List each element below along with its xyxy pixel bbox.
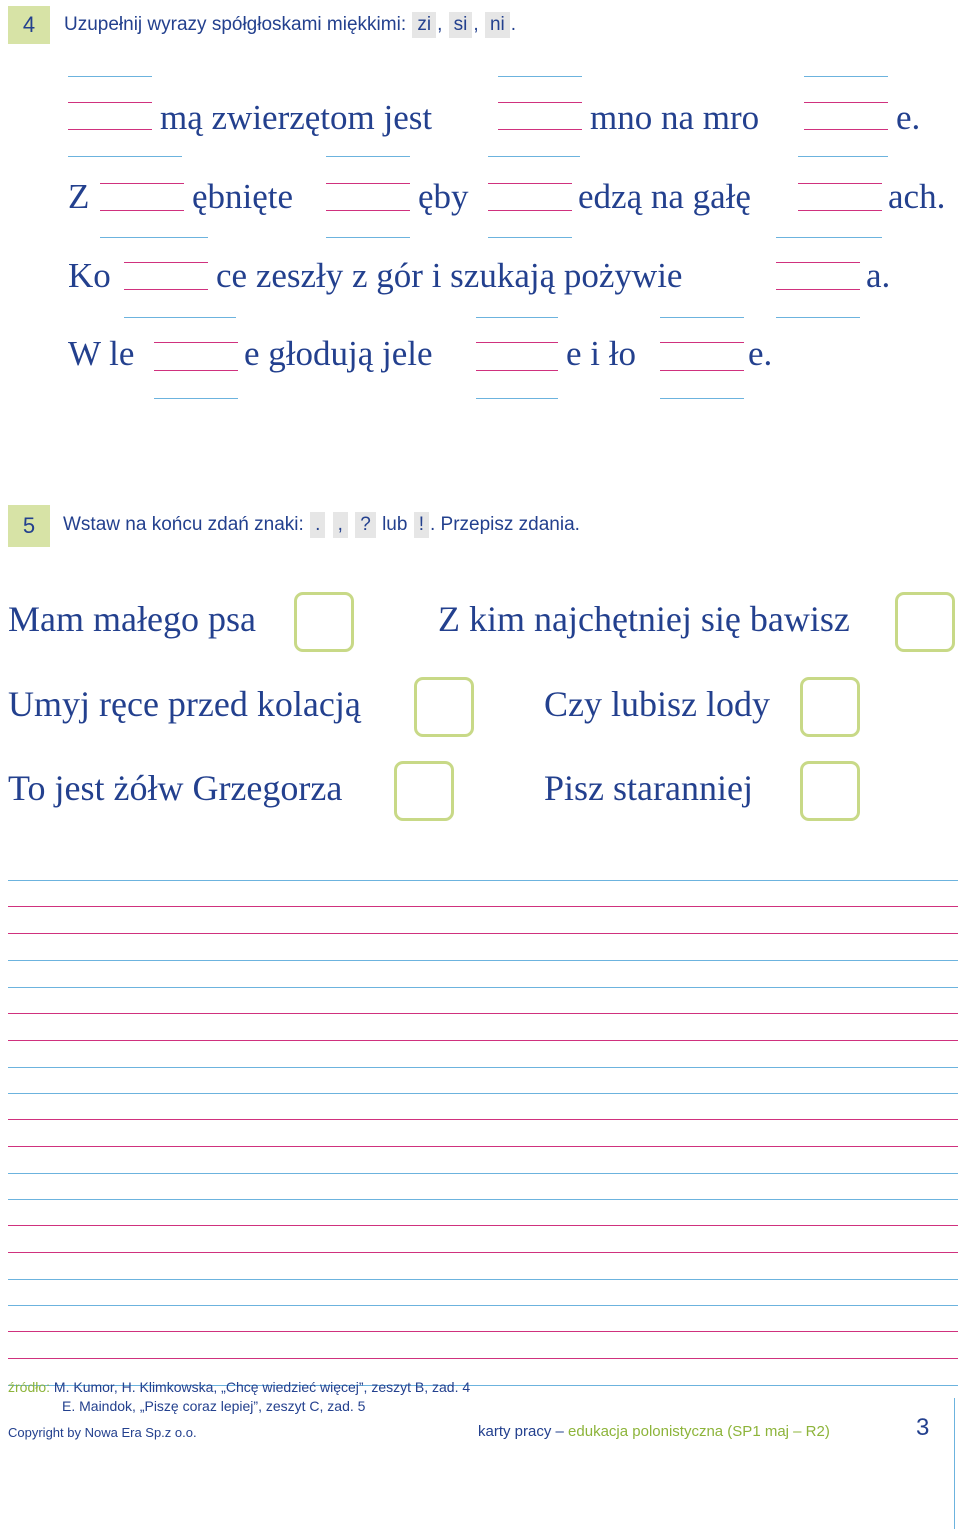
blank-line-bottom bbox=[476, 398, 558, 399]
task-4-number: 4 bbox=[8, 6, 50, 44]
sentence-5: To jest żółw Grzegorza bbox=[8, 768, 343, 808]
answer-box-6[interactable] bbox=[800, 761, 860, 821]
page-number: 3 bbox=[916, 1414, 930, 1441]
source-line-1 bbox=[8, 1379, 470, 1395]
option-chip-si: si bbox=[449, 12, 473, 38]
task-5-number: 5 bbox=[8, 505, 50, 547]
page-edge-line bbox=[954, 1398, 955, 1529]
separator: , bbox=[437, 14, 443, 35]
lub-text: lub bbox=[382, 514, 408, 535]
blank-line-base[interactable] bbox=[326, 210, 410, 211]
blank-line-top bbox=[476, 317, 558, 318]
blank-line-top bbox=[498, 76, 582, 77]
blank-line-base[interactable] bbox=[476, 370, 558, 371]
writing-line bbox=[8, 1252, 958, 1253]
word-fragment: ach. bbox=[888, 177, 946, 216]
blank-line-top bbox=[804, 76, 888, 77]
blank-line-bottom bbox=[488, 237, 572, 238]
option-chip-ni: ni bbox=[485, 12, 510, 38]
mark-chip-exclamation: ! bbox=[414, 512, 429, 538]
answer-box-4[interactable] bbox=[800, 677, 860, 737]
writing-line bbox=[8, 1013, 958, 1014]
blank-line-bottom bbox=[776, 237, 882, 238]
blank-line-middle bbox=[776, 262, 860, 263]
writing-line bbox=[8, 880, 958, 881]
blank-line-base[interactable] bbox=[488, 210, 572, 211]
blank-line-base[interactable] bbox=[798, 210, 882, 211]
copyright: Copyright by Nowa Era Sp.z o.o. bbox=[8, 1425, 197, 1440]
blank-line-top bbox=[660, 317, 744, 318]
blank-line-middle bbox=[488, 183, 572, 184]
task-4-instruction bbox=[64, 12, 516, 38]
word-fragment: ębnięte bbox=[192, 177, 294, 216]
sentence-1: Mam małego psa bbox=[8, 599, 256, 639]
writing-line bbox=[8, 1067, 958, 1068]
series-label: karty pracy – bbox=[478, 1423, 564, 1440]
blank-line-middle bbox=[124, 262, 208, 263]
blank-line-middle bbox=[804, 102, 888, 103]
blank-line-base[interactable] bbox=[660, 370, 744, 371]
separator: , bbox=[473, 14, 479, 35]
source-label: źródło: bbox=[8, 1379, 51, 1395]
word-fragment: ęby bbox=[418, 177, 469, 216]
writing-line bbox=[8, 960, 958, 961]
writing-line bbox=[8, 1279, 958, 1280]
blank-line-middle bbox=[476, 342, 558, 343]
task-5-instruction bbox=[63, 512, 580, 538]
blank-line-top bbox=[326, 156, 410, 157]
blank-line-middle bbox=[660, 342, 744, 343]
sentence-4: Czy lubisz lody bbox=[544, 684, 770, 724]
series-title bbox=[478, 1423, 830, 1440]
word-fragment: edzą na gałę bbox=[578, 177, 751, 216]
word-fragment: mą zwierzętom jest bbox=[160, 98, 433, 137]
answer-box-2[interactable] bbox=[895, 592, 955, 652]
blank-line-bottom bbox=[776, 317, 860, 318]
blank-line-base[interactable] bbox=[68, 129, 152, 130]
writing-line bbox=[8, 1358, 958, 1359]
option-chip-zi: zi bbox=[412, 12, 436, 38]
sentence-6: Pisz staranniej bbox=[544, 768, 753, 808]
word-fragment: e i ło bbox=[566, 334, 636, 373]
separator: . bbox=[510, 14, 517, 35]
blank-line-top bbox=[68, 76, 152, 77]
writing-line bbox=[8, 1146, 958, 1147]
blank-line-base[interactable] bbox=[498, 129, 582, 130]
blank-line-bottom bbox=[124, 317, 236, 318]
answer-box-3[interactable] bbox=[414, 677, 474, 737]
blank-line-top bbox=[488, 156, 580, 157]
word-fragment: mno na mro bbox=[590, 98, 760, 137]
blank-line-bottom bbox=[100, 237, 208, 238]
instruction-text: Uzupełnij wyrazy spółgłoskami miękkimi: bbox=[64, 14, 407, 35]
blank-line-middle bbox=[326, 183, 410, 184]
mark-chip-comma: , bbox=[333, 512, 348, 538]
writing-line bbox=[8, 1331, 958, 1332]
word-fragment: ce zeszły z gór i szukają pożywie bbox=[216, 256, 683, 295]
answer-box-1[interactable] bbox=[294, 592, 354, 652]
writing-line bbox=[8, 1173, 958, 1174]
word-fragment: Z bbox=[68, 177, 90, 216]
blank-line-bottom bbox=[660, 398, 744, 399]
blank-line-bottom bbox=[326, 237, 410, 238]
blank-line-base[interactable] bbox=[776, 289, 860, 290]
blank-line-top bbox=[798, 156, 888, 157]
blank-line-middle bbox=[498, 102, 582, 103]
blank-line-middle bbox=[68, 102, 152, 103]
series-subject: edukacja polonistyczna (SP1 maj – R2) bbox=[568, 1423, 830, 1440]
word-fragment: Ko bbox=[68, 256, 111, 295]
writing-line bbox=[8, 906, 958, 907]
writing-line bbox=[8, 1119, 958, 1120]
source-line-2: E. Maindok, „Piszę coraz lepiej”, zeszyt C, zad. 5 bbox=[62, 1398, 366, 1414]
answer-box-5[interactable] bbox=[394, 761, 454, 821]
writing-line bbox=[8, 1305, 958, 1306]
word-fragment: e głodują jele bbox=[244, 334, 433, 373]
writing-line bbox=[8, 1040, 958, 1041]
blank-line-middle bbox=[798, 183, 882, 184]
word-fragment: a. bbox=[866, 256, 891, 295]
blank-line-middle bbox=[100, 183, 184, 184]
writing-line bbox=[8, 1225, 958, 1226]
blank-line-base[interactable] bbox=[804, 129, 888, 130]
blank-line-base[interactable] bbox=[100, 210, 184, 211]
sentence-3: Umyj ręce przed kolacją bbox=[8, 684, 361, 724]
word-fragment: W le bbox=[68, 334, 135, 373]
word-fragment: e. bbox=[748, 334, 773, 373]
blank-line-middle bbox=[154, 342, 238, 343]
blank-line-base[interactable] bbox=[154, 370, 238, 371]
source-text-1: M. Kumor, H. Klimkowska, „Chcę wiedzieć więcej”, zeszyt B, zad. 4 bbox=[53, 1379, 471, 1395]
mark-chip-question: ? bbox=[355, 512, 376, 538]
word-fragment: e. bbox=[896, 98, 921, 137]
writing-line bbox=[8, 933, 958, 934]
blank-line-bottom bbox=[154, 398, 238, 399]
blank-line-base[interactable] bbox=[124, 289, 208, 290]
writing-line bbox=[8, 1199, 958, 1200]
instruction-suffix: . Przepisz zdania. bbox=[429, 514, 580, 535]
writing-line bbox=[8, 1093, 958, 1094]
writing-line bbox=[8, 987, 958, 988]
mark-chip-period: . bbox=[310, 512, 325, 538]
instruction-text: Wstaw na końcu zdań znaki: bbox=[63, 514, 304, 535]
sentence-2: Z kim najchętniej się bawisz bbox=[438, 599, 850, 639]
blank-line-bottom bbox=[68, 156, 182, 157]
